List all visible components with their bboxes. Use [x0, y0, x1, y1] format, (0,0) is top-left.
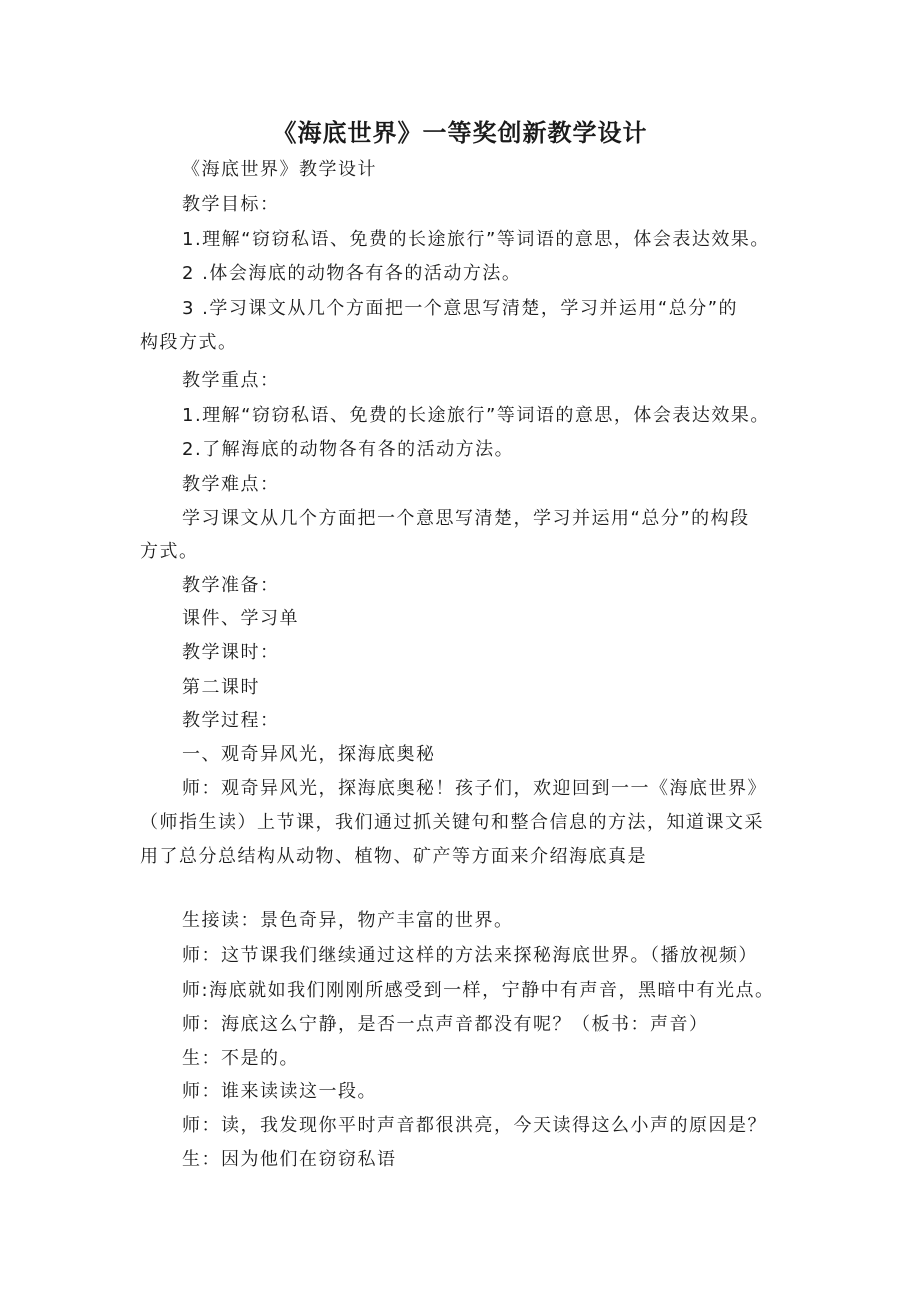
- text-line: 一、观奇异风光，探海底奥秘: [182, 744, 436, 765]
- text-line: 生：因为他们在窃窃私语: [182, 1149, 397, 1170]
- text-line: 师：谁来读读这一段。: [182, 1081, 377, 1102]
- text-line: 构段方式。: [140, 332, 238, 353]
- text-line: 用了总分总结构从动物、植物、矿产等方面来介绍海底真是: [140, 846, 647, 867]
- text-line: 师：读，我发现你平时声音都很洪亮，今天读得这么小声的原因是？: [182, 1115, 767, 1136]
- document-title: 《海底世界》一等奖创新教学设计: [272, 119, 648, 147]
- text-line: 生：不是的。: [182, 1048, 299, 1069]
- text-line: 生接读：景色奇异，物产丰富的世界。: [182, 910, 514, 931]
- text-line: 《海底世界》教学设计: [182, 159, 377, 180]
- text-line: 师：这节课我们继续通过这样的方法来探秘海底世界。（播放视频）: [182, 945, 758, 966]
- text-line: 2.了解海底的动物各有各的活动方法。: [182, 439, 515, 460]
- text-line: 3 .学习课文从几个方面把一个意思写清楚，学习并运用“总分”的: [182, 298, 739, 319]
- text-line: 教学难点：: [182, 474, 280, 495]
- text-line: 教学准备：: [182, 575, 280, 596]
- text-line: 师：观奇异风光，探海底奥秘！孩子们，欢迎回到一一《海底世界》: [182, 778, 767, 799]
- text-line: 1.理解“窃窃私语、免费的长途旅行”等词语的意思，体会表达效果。: [182, 405, 770, 426]
- text-line: 课件、学习单: [182, 608, 299, 629]
- text-line: 师：海底这么宁静，是否一点声音都没有呢？（板书：声音）: [182, 1014, 709, 1035]
- text-line: 学习课文从几个方面把一个意思写清楚，学习并运用“总分”的构段: [182, 508, 750, 529]
- text-line: 第二课时: [182, 677, 260, 698]
- text-line: 教学重点：: [182, 370, 280, 391]
- text-line: 1.理解“窃窃私语、免费的长途旅行”等词语的意思，体会表达效果。: [182, 229, 770, 250]
- text-line: 2 .体会海底的动物各有各的活动方法。: [182, 263, 522, 284]
- text-line: 师:海底就如我们刚刚所感受到一样，宁静中有声音，黑暗中有光点。: [182, 980, 775, 1001]
- text-line: 教学过程：: [182, 710, 280, 731]
- text-line: （师指生读）上节课，我们通过抓关键句和整合信息的方法，知道课文采: [140, 812, 764, 833]
- text-line: 方式。: [140, 541, 199, 562]
- text-line: 教学目标：: [182, 194, 280, 215]
- text-line: 教学课时：: [182, 642, 280, 663]
